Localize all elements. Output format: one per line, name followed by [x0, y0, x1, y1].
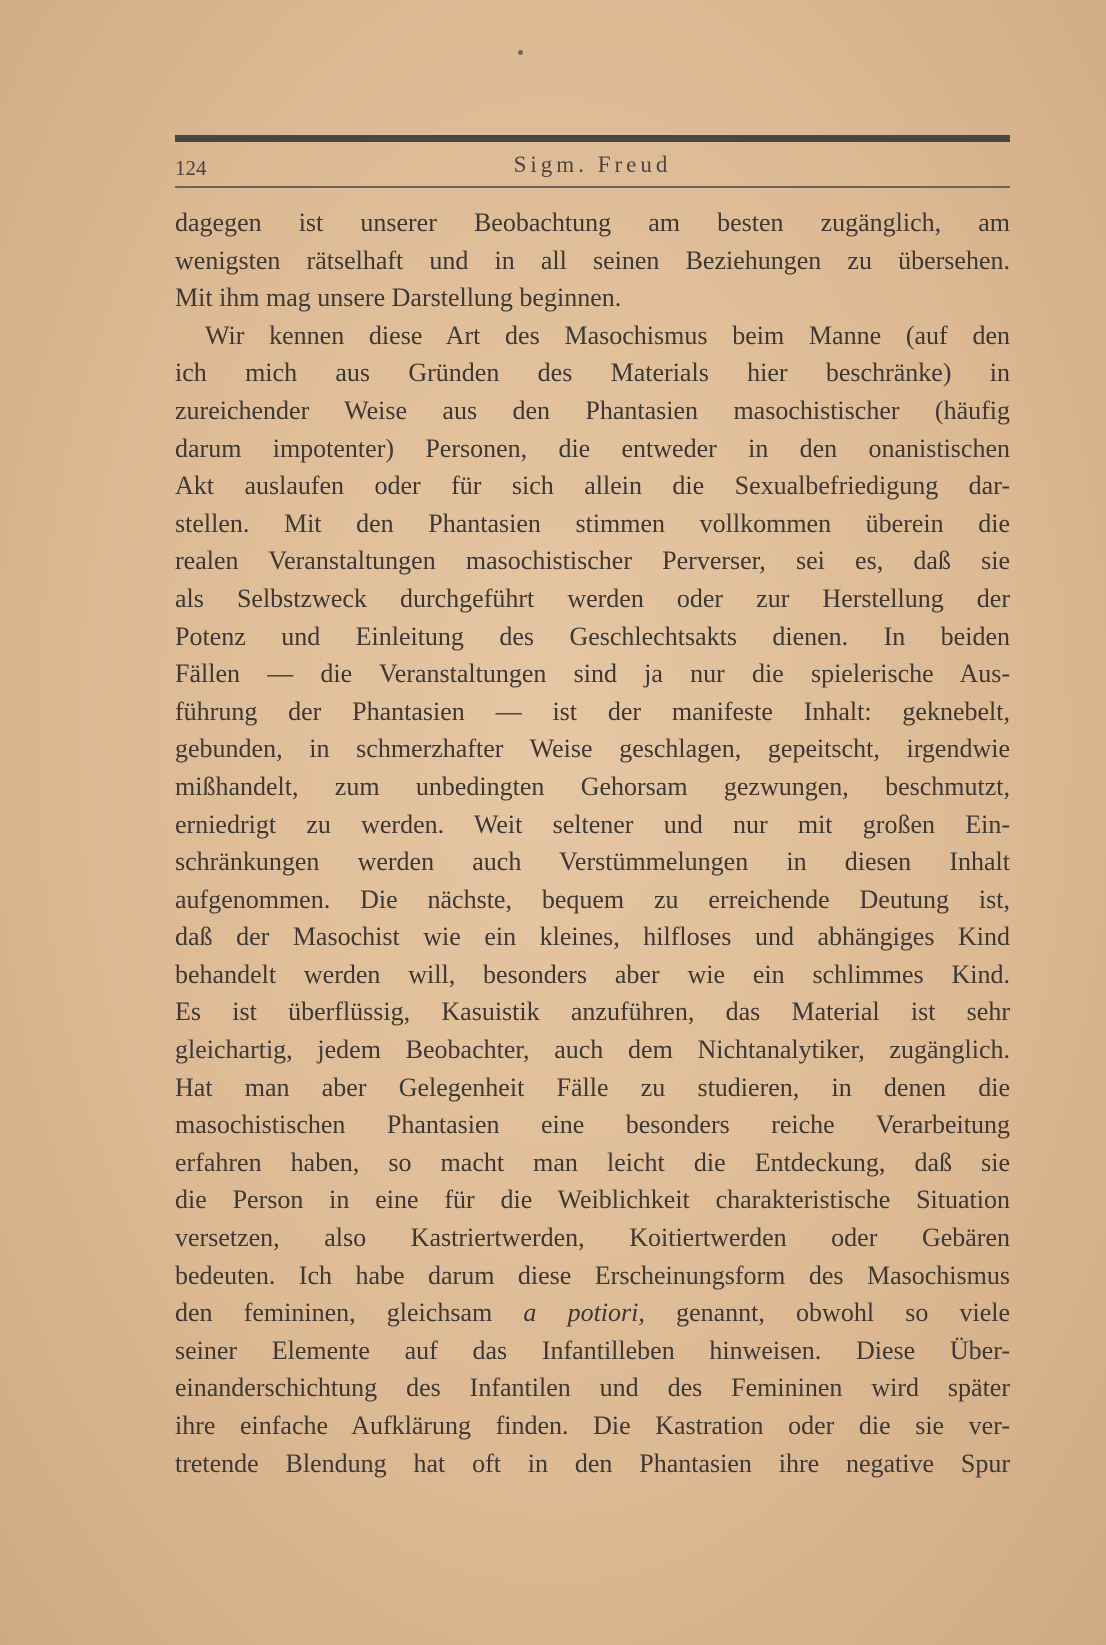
text-line: seiner Elemente auf das Infantilleben hinweisen. Diese Über-	[175, 1335, 1010, 1365]
text-line: Hat man aber Gelegenheit Fälle zu studieren, in denen die	[175, 1072, 1010, 1102]
text-line: dagegen ist unserer Beobachtung am besten zugänglich, am	[175, 208, 1010, 237]
text-segment: genannt, obwohl so viele	[676, 1298, 1011, 1328]
text-line: die Person in eine für die Weiblichkeit charakteristische Situation	[175, 1185, 1010, 1215]
text-line: gebunden, in schmerzhafter Weise geschlagen, gepeitscht, irgendwie	[175, 734, 1010, 764]
running-title: Sigm. Freud	[513, 152, 672, 177]
text-line: als Selbstzweck durchgeführt werden oder zur Herstellung der	[175, 583, 1010, 613]
text-line: Potenz und Einleitung des Geschlechtsakts dienen. In beiden	[175, 621, 1010, 651]
text-line: zureichender Weise aus den Phantasien masochistischer (häufig	[175, 395, 1010, 425]
text-line: Mit ihm mag unsere Darstellung beginnen.	[175, 283, 622, 313]
text-line: tretende Blendung hat oft in den Phantasien ihre negative Spur	[175, 1448, 1010, 1478]
text-line: einanderschichtung des Infantilen und des Femininen wird später	[175, 1373, 1010, 1403]
text-line: führung der Phantasien — ist der manifeste Inhalt: geknebelt,	[175, 696, 1010, 726]
text-line: mißhandelt, zum unbedingten Gehorsam gezwungen, beschmutzt,	[175, 771, 1010, 801]
text-line: bedeuten. Ich habe darum diese Erscheinungsform des Masochismus	[175, 1260, 1010, 1290]
header-rule	[175, 135, 1010, 142]
text-line: schränkungen werden auch Verstümmelungen in diesen Inhalt	[175, 847, 1010, 877]
text-line: ich mich aus Gründen des Materials hier beschränke) in	[175, 358, 1010, 388]
text-line: Akt auslaufen oder für sich allein die Sexualbefriedigung dar-	[175, 471, 1010, 501]
body-text	[175, 204, 1010, 1482]
text-line: erniedrigt zu werden. Weit seltener und nur mit großen Ein-	[175, 809, 1010, 839]
running-head	[175, 150, 1010, 190]
text-line: Wir kennen diese Art des Masochismus beim Manne (auf den	[205, 320, 1010, 350]
text-line: daß der Masochist wie ein kleines, hilfloses und abhängiges Kind	[175, 922, 1010, 952]
text-segment: den femininen, gleichsam	[175, 1298, 493, 1328]
text-line: Es ist überflüssig, Kasuistik anzuführen, das Material ist sehr	[175, 997, 1010, 1027]
paper-speck	[518, 50, 523, 55]
text-line: gleichartig, jedem Beobachter, auch dem Nichtanalytiker, zugänglich.	[175, 1035, 1010, 1065]
text-line: versetzen, also Kastriertwerden, Koitiertwerden oder Gebären	[175, 1223, 1010, 1253]
text-line: erfahren haben, so macht man leicht die Entdeckung, daß sie	[175, 1147, 1010, 1177]
page-number: 124	[175, 156, 207, 180]
text-line: stellen. Mit den Phantasien stimmen vollkommen überein die	[175, 508, 1010, 538]
text-line: ihre einfache Aufklärung finden. Die Kastration oder die sie ver-	[175, 1411, 1010, 1440]
text-line: masochistischen Phantasien eine besonders reiche Verarbeitung	[175, 1110, 1010, 1140]
text-line: aufgenommen. Die nächste, bequem zu erreichende Deutung ist,	[175, 884, 1010, 914]
text-line: wenigsten rätselhaft und in all seinen Beziehungen zu übersehen.	[175, 245, 1010, 275]
text-line: darum impotenter) Personen, die entweder in den onanistischen	[175, 433, 1010, 463]
text-line: behandelt werden will, besonders aber wie ein schlimmes Kind.	[175, 959, 1010, 989]
running-head-underline	[175, 186, 1010, 188]
text-line-with-italic	[175, 1294, 1010, 1332]
text-line: realen Veranstaltungen masochistischer Perverser, sei es, daß sie	[175, 546, 1010, 576]
italic-phrase: a potiori,	[523, 1298, 645, 1328]
text-line: Fällen — die Veranstaltungen sind ja nur die spielerische Aus-	[175, 659, 1010, 689]
